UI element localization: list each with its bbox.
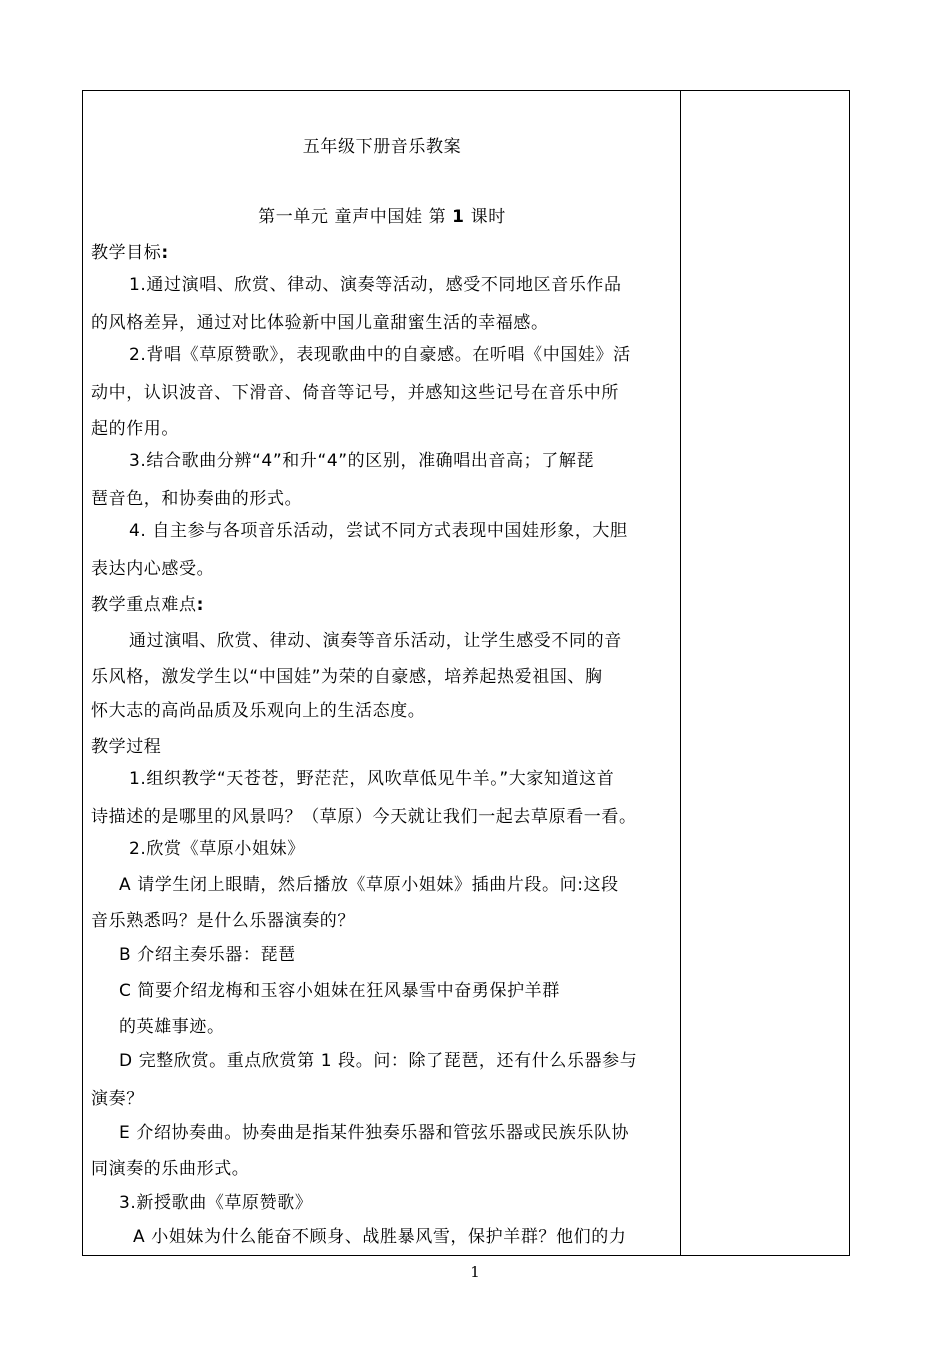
process-line: C 简要介绍龙梅和玉容小姐妹在狂风暴雪中奋勇保护羊群 [119, 981, 560, 1001]
lesson-plan-table [82, 90, 850, 1256]
section-heading-process: 教学过程 [91, 737, 162, 757]
process-line: 的英雄事迹。 [119, 1017, 225, 1037]
goal-line: 琶音色，和协奏曲的形式。 [91, 489, 303, 509]
process-line: 音乐熟悉吗？是什么乐器演奏的？ [91, 911, 355, 931]
lesson-content-cell [91, 91, 673, 1255]
goal-line: 2.背唱《草原赞歌》，表现歌曲中的自豪感。在听唱《中国娃》活 [129, 345, 631, 365]
process-line: 演奏？ [91, 1089, 144, 1109]
key-point-line: 乐风格，激发学生以“中国娃”为荣的自豪感，培养起热爱祖国、胸 [91, 667, 603, 687]
process-line: 诗描述的是哪里的风景吗？（草原）今天就让我们一起去草原看一看。 [91, 807, 637, 827]
document-title: 五年级下册音乐教案 [302, 137, 462, 157]
section-heading-goals: 教学目标: [91, 243, 169, 263]
goal-line: 1.通过演唱、欣赏、律动、演奏等活动，感受不同地区音乐作品 [129, 275, 622, 295]
unit-subtitle: 第一单元 童声中国娃 第 1 课时 [258, 207, 506, 227]
process-line: A 小姐妹为什么能奋不顾身、战胜暴风雪，保护羊群？他们的力 [133, 1227, 627, 1247]
process-line: B 介绍主奏乐器：琵琶 [119, 945, 296, 965]
page-number: 1 [470, 1263, 480, 1281]
process-line: 1.组织教学“天苍苍，野茫茫，风吹草低见牛羊。”大家知道这首 [129, 769, 615, 789]
goal-line: 的风格差异，通过对比体验新中国儿童甜蜜生活的幸福感。 [91, 313, 549, 333]
key-point-line: 通过演唱、欣赏、律动、演奏等音乐活动，让学生感受不同的音 [129, 631, 622, 651]
process-line: E 介绍协奏曲。协奏曲是指某件独奏乐器和管弦乐器或民族乐队协 [119, 1123, 630, 1143]
process-line: A 请学生闭上眼睛，然后播放《草原小姐妹》插曲片段。问:这段 [119, 875, 619, 895]
key-point-line: 怀大志的高尚品质及乐观向上的生活态度。 [91, 701, 426, 721]
goal-line: 起的作用。 [91, 419, 179, 439]
goal-line: 动中，认识波音、下滑音、倚音等记号，并感知这些记号在音乐中所 [91, 383, 619, 403]
goal-line: 4. 自主参与各项音乐活动，尝试不同方式表现中国娃形象，大胆 [129, 521, 628, 541]
process-line: D 完整欣赏。重点欣赏第 1 段。问：除了琵琶，还有什么乐器参与 [119, 1051, 638, 1071]
lesson-number: 1 [452, 207, 465, 227]
goal-line: 3.结合歌曲分辨“4”和升“4”的区别，准确唱出音高；了解琵 [129, 451, 595, 471]
column-divider [680, 91, 681, 1255]
section-heading-key-points: 教学重点难点: [91, 595, 205, 615]
process-line: 3.新授歌曲《草原赞歌》 [119, 1193, 313, 1213]
goal-line: 表达内心感受。 [91, 559, 215, 579]
process-line: 2.欣赏《草原小姐妹》 [129, 839, 305, 859]
process-line: 同演奏的乐曲形式。 [91, 1159, 250, 1179]
